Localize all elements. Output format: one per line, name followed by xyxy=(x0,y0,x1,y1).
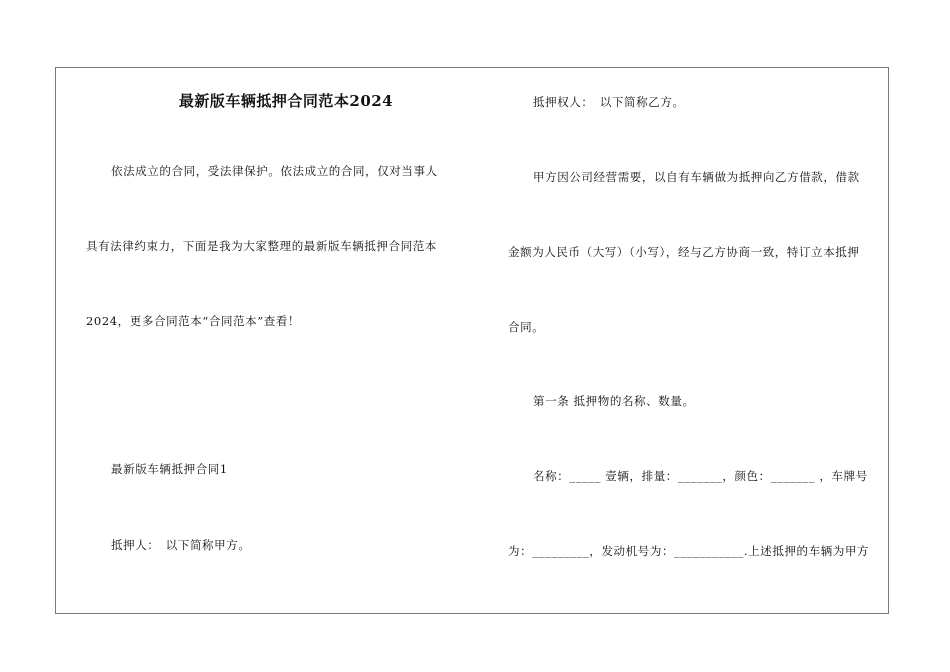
paragraph-line: 抵押权人： 以下简称乙方。 xyxy=(533,95,685,109)
paragraph-line: 依法成立的合同，受法律保护。依法成立的合同，仅对当事人 xyxy=(111,164,438,178)
paragraph-line: 2024，更多合同范本“合同范本”查看！ xyxy=(86,314,301,328)
article-heading: 第一条 抵押物的名称、数量。 xyxy=(533,394,695,408)
left-column xyxy=(86,68,486,613)
paragraph-line: 具有法律约束力，下面是我为大家整理的最新版车辆抵押合同范本 xyxy=(86,239,437,253)
paragraph-line: 名称：_____ 壹辆，排量：_______，颜色：_______ ，车牌号 xyxy=(533,469,868,483)
paragraph-line: 抵押人： 以下简称甲方。 xyxy=(111,538,251,552)
document-title: 最新版车辆抵押合同范本2024 xyxy=(178,92,394,110)
paragraph-line: 甲方因公司经营需要，以自有车辆做为抵押向乙方借款，借款 xyxy=(533,170,860,184)
paragraph-line: 合同。 xyxy=(508,320,545,334)
document-page xyxy=(55,67,889,614)
right-column xyxy=(508,68,886,613)
paragraph-line: 为：_________，发动机号为：___________.上述抵押的车辆为甲方 xyxy=(508,544,870,558)
paragraph-line: 金额为人民币（大写）（小写），经与乙方协商一致，特订立本抵押 xyxy=(508,245,860,259)
section-heading: 最新版车辆抵押合同1 xyxy=(111,462,228,476)
